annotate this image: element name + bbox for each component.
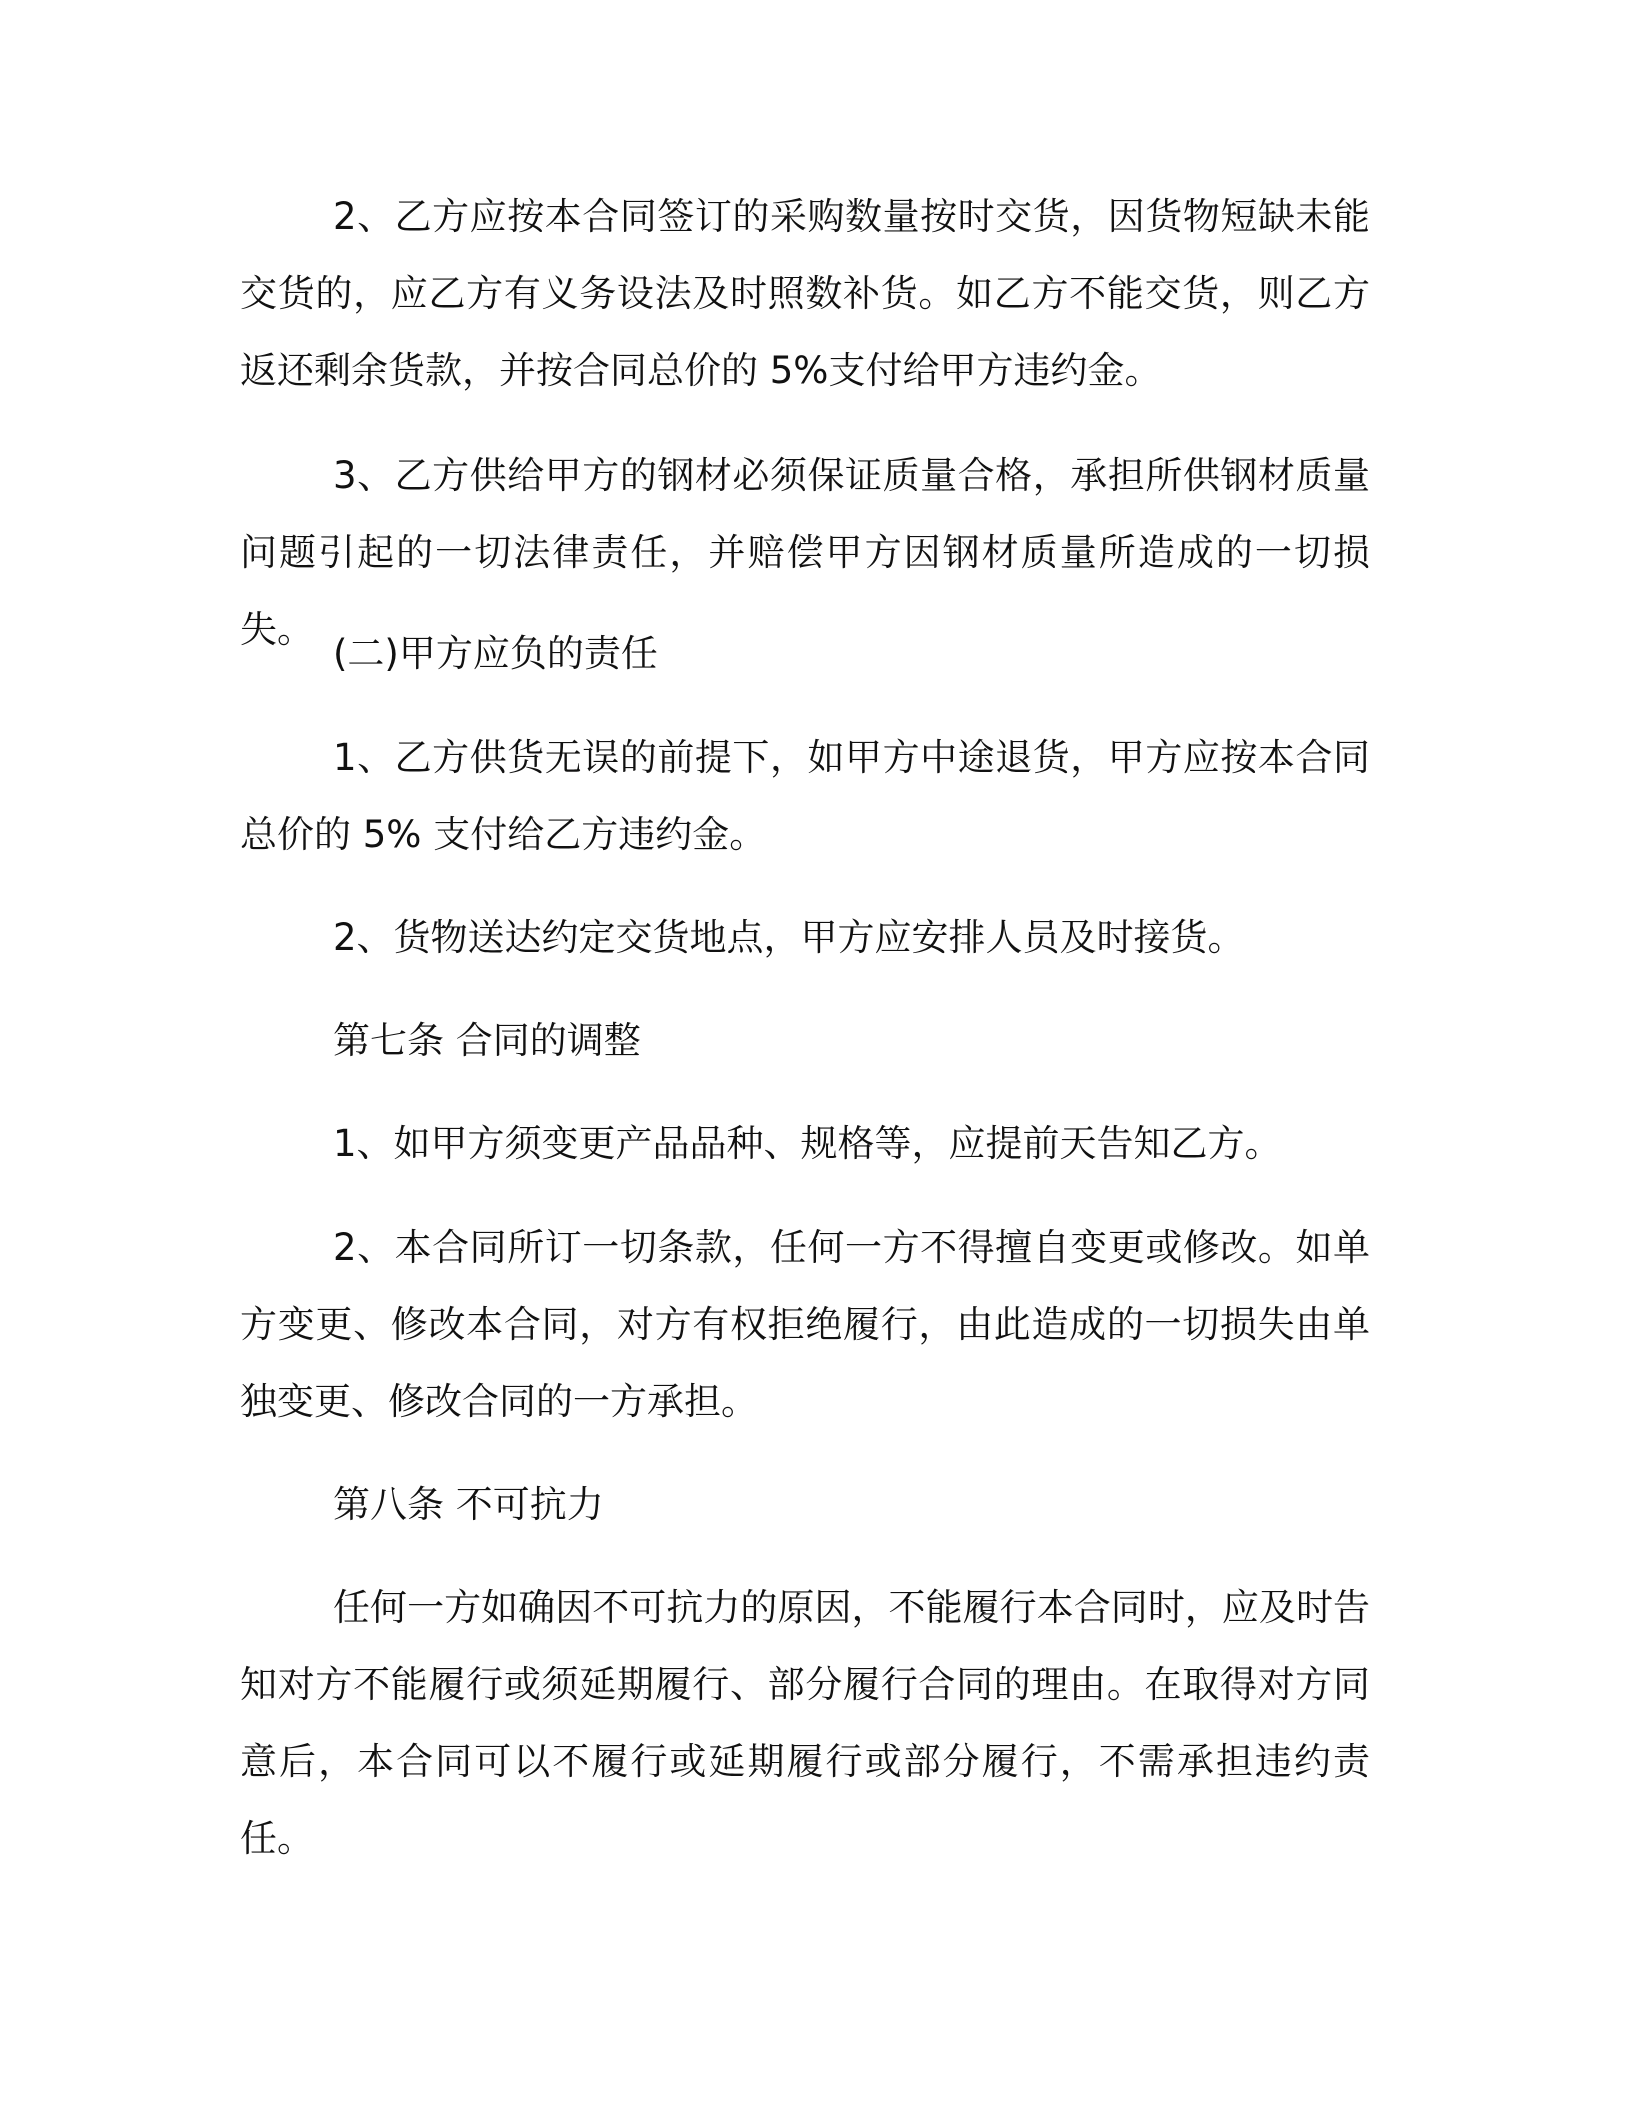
clause-paragraph-force-majeure: 任何一方如确因不可抗力的原因，不能履行本合同时，应及时告知对方不能履行或须延期履行、部分履行合同的理由。在取得对方同意后，本合同可以不履行或延期履行或部分履行，不需承担违约责任。 (240, 1586, 1370, 1860)
clause-paragraph-receive-goods: 2、货物送达约定交货地点，甲方应安排人员及时接货。 (333, 916, 1245, 959)
clause-paragraph-change-notice: 1、如甲方须变更产品品种、规格等，应提前天告知乙方。 (333, 1122, 1282, 1165)
clause-paragraph-quality: 3、乙方供给甲方的钢材必须保证质量合格，承担所供钢材质量问题引起的一切法律责任，并赔偿甲方因钢材质量所造成的一切损失。 (240, 454, 1370, 651)
clause-paragraph-return-penalty: 1、乙方供货无误的前提下，如甲方中途退货，甲方应按本合同总价的 5% 支付给乙方违约金。 (240, 736, 1370, 856)
article-heading-7: 第七条 合同的调整 (333, 1019, 641, 1062)
section-heading-party-a-duties: (二)甲方应负的责任 (333, 632, 658, 675)
clause-paragraph-supply-shortage: 2、乙方应按本合同签订的采购数量按时交货，因货物短缺未能交货的，应乙方有义务设法及时照数补货。如乙方不能交货，则乙方返还剩余货款，并按合同总价的 5%支付给甲方违约金。 (240, 195, 1370, 392)
clause-paragraph-no-unilateral-change: 2、本合同所订一切条款，任何一方不得擅自变更或修改。如单方变更、修改本合同，对方有权拒绝履行，由此造成的一切损失由单独变更、修改合同的一方承担。 (240, 1226, 1370, 1423)
article-heading-8: 第八条 不可抗力 (333, 1483, 604, 1526)
